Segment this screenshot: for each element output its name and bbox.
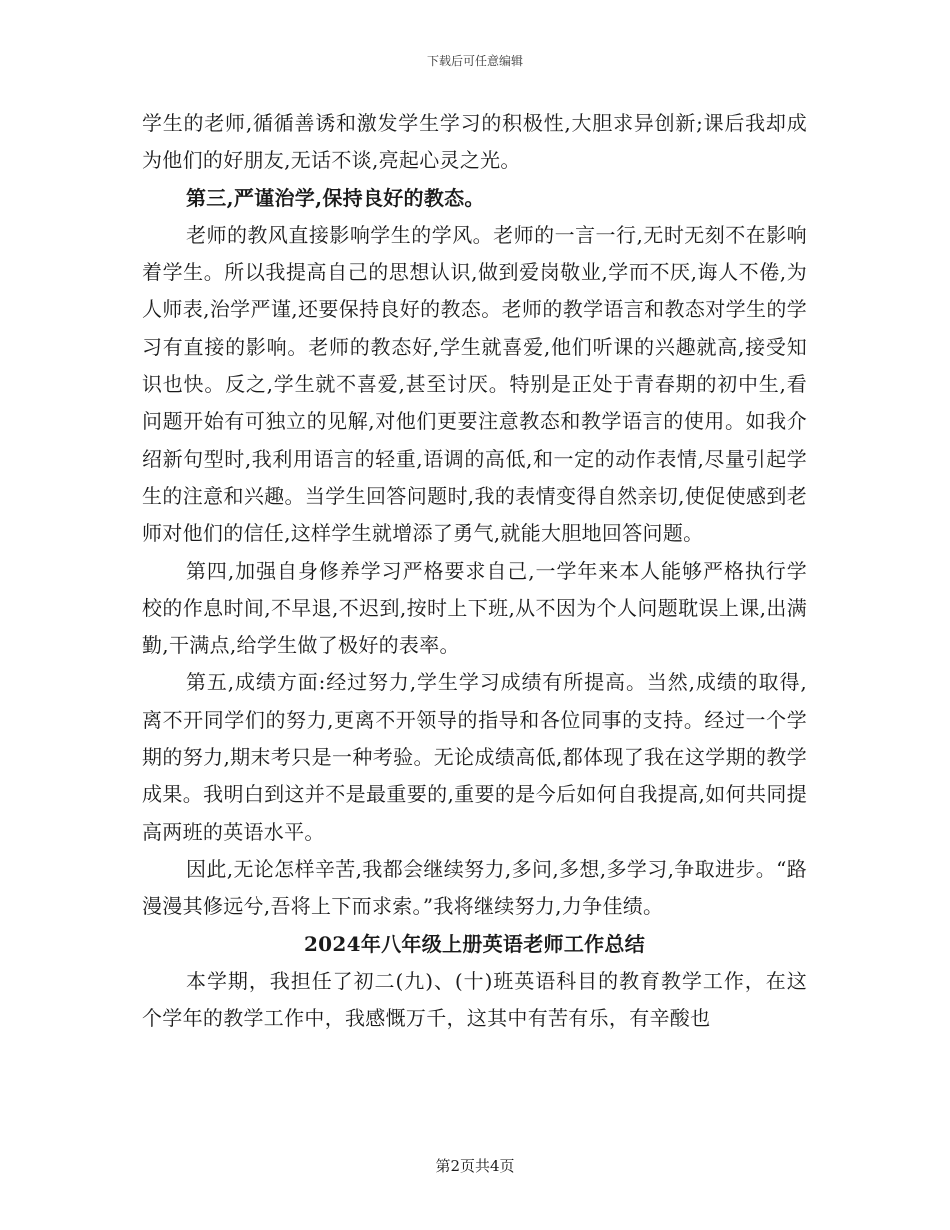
section-heading-third: 第三,严谨治学,保持良好的教态。 bbox=[186, 185, 485, 210]
paragraph-teaching-manner: 老师的教风直接影响学生的学风。老师的一言一行,无时无刻不在影响着学生。所以我提高自己的思想认识,做到爱岗敬业,学而不厌,诲人不倦,为人师表,治学严谨,还要保持良好的教态。老师的教学语言和教态对学生的学习有直接的影响。老师的教态好,学生就喜爱,他们听课的兴趣就高,接受知识也快。反之,学生就不喜爱,甚至讨厌。特别是正处于青春期的初中生,看问题开始有可独立的见解,对他们更要注意教态和教学语言的使用。如我介绍新句型时,我利用语言的轻重,语调的高低,和一定的动作表情,尽量引起学生的注意和兴趣。当学生回答问题时,我的表情变得自然亲切,使促使感到老师对他们的信任,这样学生就增添了勇气,就能大胆地回答问题。 bbox=[142, 222, 807, 546]
paragraph-fifth-results: 第五,成绩方面:经过努力,学生学习成绩有所提高。当然,成绩的取得,离不开同学们的努力,更离不开领导的指导和各位同事的支持。经过一个学期的努力,期末考只是一种考验。无论成绩高低,都体现了我在这学期的教学成果。我明白到这并不是最重要的,重要的是今后如何自我提高,如何共同提高两班的英语水平。 bbox=[142, 670, 807, 844]
page-footer-number: 第2页共4页 bbox=[435, 1157, 515, 1175]
paragraph-intro: 本学期，我担任了初二(九)、(十)班英语科目的教育教学工作，在这个学年的教学工作中，我感慨万千，这其中有苦有乐，有辛酸也 bbox=[142, 968, 807, 1031]
page-header-note: 下载后可任意编辑 bbox=[426, 54, 523, 68]
document-body bbox=[142, 105, 807, 1037]
paragraph-conclusion: 因此,无论怎样辛苦,我都会继续努力,多问,多想,多学习,争取进步。“路漫漫其修远兮,吾将上下而求索。”我将继续努力,力争佳绩。 bbox=[142, 856, 807, 919]
paragraph-continuation: 学生的老师,循循善诱和激发学生学习的积极性,大胆求异创新;课后我却成为他们的好朋友,无话不谈,亮起心灵之光。 bbox=[142, 111, 807, 173]
document-title: 2024年八年级上册英语老师工作总结 bbox=[303, 931, 646, 956]
paragraph-fourth-self-discipline: 第四,加强自身修养学习严格要求自己,一学年来本人能够严格执行学校的作息时间,不早退,不迟到,按时上下班,从不因为个人问题耽误上课,出满勤,干满点,给学生做了极好的表率。 bbox=[142, 558, 807, 658]
